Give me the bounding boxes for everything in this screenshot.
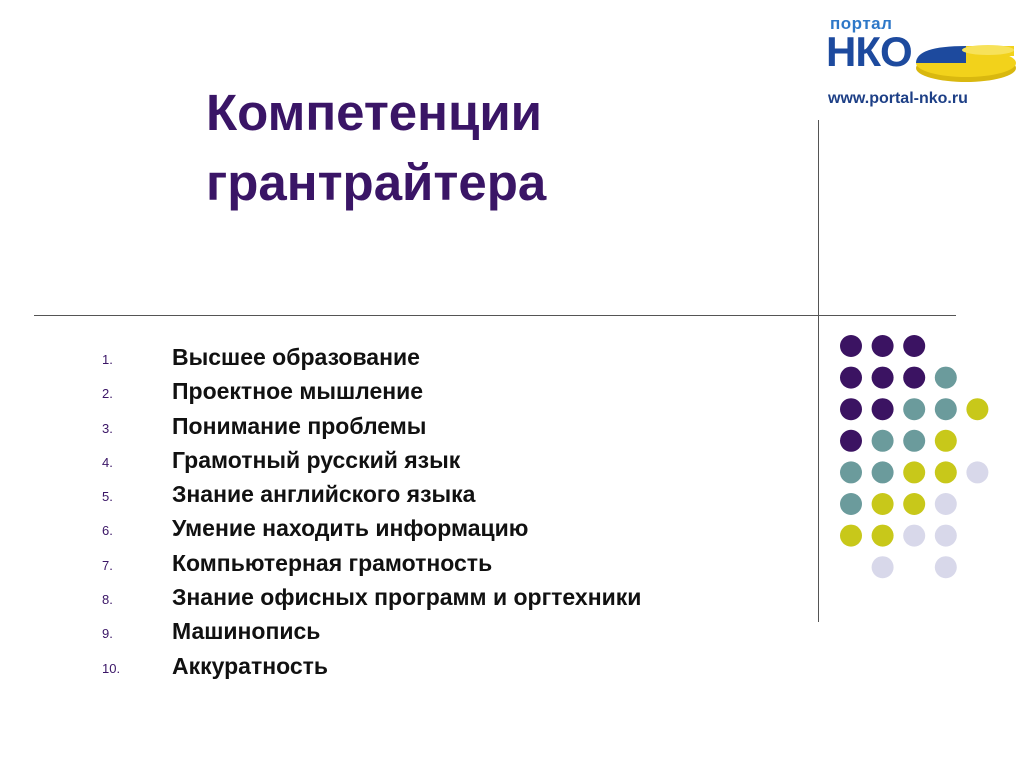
decor-dot bbox=[903, 461, 925, 483]
title-line-1: Компетенции bbox=[206, 84, 543, 141]
list-number: 7. bbox=[102, 557, 113, 573]
list-number: 5. bbox=[102, 489, 113, 505]
decor-dot bbox=[935, 430, 957, 452]
decor-dot bbox=[935, 556, 957, 578]
list-text: Проектное мышление bbox=[172, 378, 424, 405]
decor-dot bbox=[872, 493, 894, 515]
decor-dot bbox=[935, 525, 957, 547]
decor-dot bbox=[903, 335, 925, 357]
decor-dot bbox=[840, 398, 862, 420]
decor-dot bbox=[840, 461, 862, 483]
list-number: 6. bbox=[102, 523, 113, 539]
decor-dot bbox=[840, 367, 862, 389]
list-text: Аккуратность bbox=[172, 652, 329, 679]
list-text: Знание английского языка bbox=[172, 481, 476, 508]
decor-dot bbox=[872, 461, 894, 483]
slide-title bbox=[206, 78, 706, 218]
decor-dot bbox=[935, 367, 957, 389]
list-text: Грамотный русский язык bbox=[172, 446, 461, 473]
decor-dot bbox=[935, 461, 957, 483]
list-number: 3. bbox=[102, 420, 113, 436]
list-text: Знание офисных программ и оргтехники bbox=[172, 584, 642, 611]
decor-dot bbox=[872, 430, 894, 452]
decor-dot bbox=[935, 398, 957, 420]
portal-nko-logo bbox=[822, 14, 1022, 114]
decor-dot bbox=[903, 367, 925, 389]
logo-nko-name: НКО bbox=[826, 28, 912, 75]
list-text: Умение находить информацию bbox=[172, 515, 529, 542]
list-text: Машинопись bbox=[172, 618, 321, 645]
list-text: Понимание проблемы bbox=[172, 412, 427, 439]
decor-dot bbox=[903, 430, 925, 452]
list-number: 8. bbox=[102, 592, 113, 608]
list-number: 2. bbox=[102, 386, 113, 402]
title-line-2: грантрайтера bbox=[206, 154, 547, 211]
vertical-divider bbox=[818, 120, 819, 622]
decor-dot bbox=[966, 461, 988, 483]
decor-dot bbox=[966, 398, 988, 420]
decor-dot bbox=[903, 525, 925, 547]
list-text: Компьютерная грамотность bbox=[172, 549, 493, 576]
list-number: 9. bbox=[102, 626, 113, 642]
list-number: 1. bbox=[102, 352, 113, 367]
logo-url: www.portal-nko.ru bbox=[828, 90, 968, 107]
decor-dot bbox=[903, 398, 925, 420]
decor-dot bbox=[872, 556, 894, 578]
decor-dot bbox=[903, 493, 925, 515]
logo-disc-icon bbox=[910, 34, 1018, 86]
decor-dot bbox=[840, 335, 862, 357]
list-text: Высшее образование bbox=[172, 344, 420, 370]
decor-dot bbox=[840, 525, 862, 547]
decor-dot bbox=[840, 493, 862, 515]
decor-dot bbox=[935, 493, 957, 515]
list-number: 10. bbox=[102, 660, 121, 676]
logo-portal-word: портал bbox=[830, 14, 893, 33]
decor-dot bbox=[840, 430, 862, 452]
decor-dot bbox=[872, 398, 894, 420]
decor-dot bbox=[872, 367, 894, 389]
decor-dot bbox=[872, 335, 894, 357]
list-number: 4. bbox=[102, 454, 113, 470]
decor-dot bbox=[872, 525, 894, 547]
